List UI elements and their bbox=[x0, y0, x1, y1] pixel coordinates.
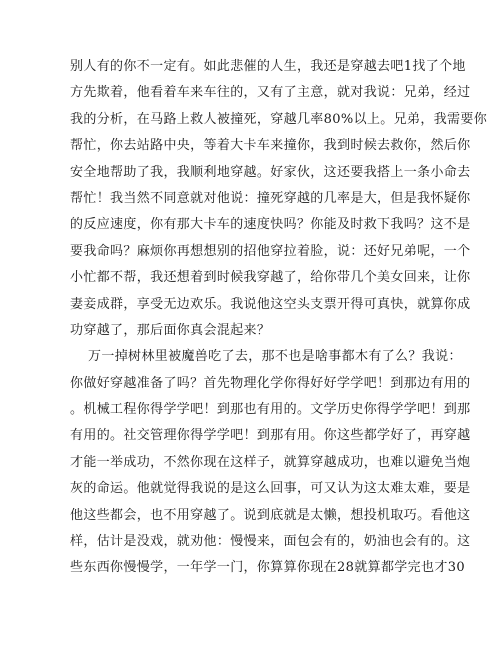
text-line: 灰的命运。他就觉得我说的是这么回事，可又认为这太难太难，要是 bbox=[70, 481, 471, 497]
text-line: 妻妾成群，享受无边欢乐。我说他这空头支票开得可真快，就算你成 bbox=[70, 296, 471, 312]
text-line: 些东西你慢慢学，一年学一门，你算算你现在28就算都学完也才30 bbox=[70, 560, 465, 576]
text-line: 方先欺着，他看着车来车往的，又有了主意，就对我说：兄弟，经过 bbox=[70, 85, 471, 101]
text-line: 。机械工程你得学学吧！到那也有用的。文学历史你得学学吧！到那 bbox=[70, 402, 471, 418]
body-text bbox=[70, 54, 488, 582]
text-line: 有用的。社交管理你得学学吧！到那有用。你这些都学好了，再穿越 bbox=[70, 428, 471, 444]
text-line: 安全地帮助了我，我顺利地穿越。好家伙，这还要我搭上一条小命去 bbox=[70, 164, 471, 180]
text-line: 才能一举成功，不然你现在这样子，就算穿越成功，也难以避免当炮 bbox=[70, 454, 471, 470]
text-line: 我的分析，在马路上救人被撞死，穿越几率80%以上。兄弟，我需要你 bbox=[70, 111, 488, 127]
text-line: 小忙都不帮，我还想着到时候我穿越了，给你带几个美女回来，让你 bbox=[70, 270, 471, 286]
text-line: 他这些都会，也不用穿越了。说到底就是太懒，想投机取巧。看他这 bbox=[70, 507, 471, 523]
text-line: 帮忙！我当然不同意就对他说：撞死穿越的几率是大，但是我怀疑你 bbox=[70, 190, 471, 206]
text-line: 样，估计是没戏，就劝他：慢慢来，面包会有的，奶油也会有的。这 bbox=[70, 534, 471, 550]
text-line: 你做好穿越准备了吗？首先物理化学你得好好学学吧！到那边有用的 bbox=[70, 375, 471, 391]
text-line: 功穿越了，那后面你真会混起来？ bbox=[70, 322, 271, 338]
text-line: 的反应速度，你有那大卡车的速度快吗？你能及时救下我吗？这不是 bbox=[70, 217, 471, 233]
paragraph-start-line: 万一掉树林里被魔兽吃了去，那不也是啥事都木有了么？我说： bbox=[88, 349, 462, 365]
text-line: 别人有的你不一定有。如此悲催的人生，我还是穿越去吧1找了个地 bbox=[70, 59, 466, 74]
text-line: 帮忙，你去站路中央，等着大卡车来撞你，我到时候去救你，然后你 bbox=[70, 138, 471, 154]
text-line: 要我命吗？麻烦你再想想别的招他穿拉着脸，说：还好兄弟呢，一个 bbox=[70, 243, 471, 259]
